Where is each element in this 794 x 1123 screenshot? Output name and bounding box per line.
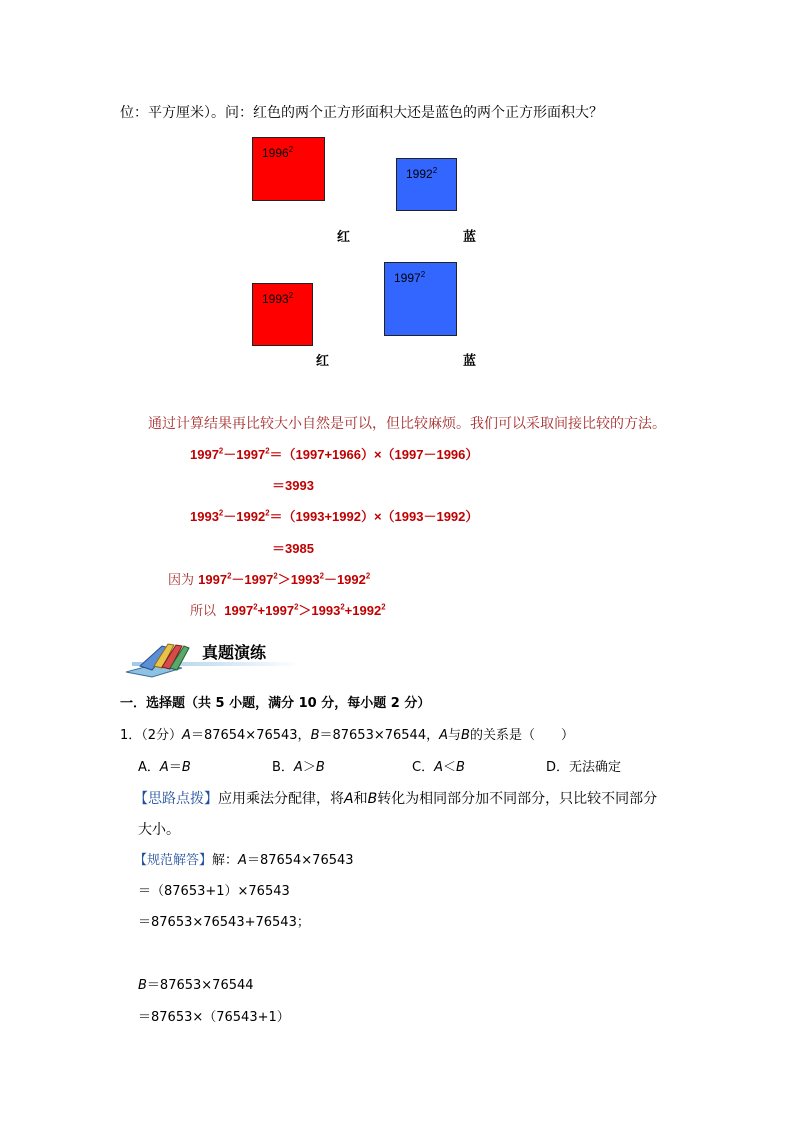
- therefore-line: 所以 $1997^2+1997^2>1993^2+1992^2$: [190, 602, 386, 619]
- square-label-1992: 1992: [406, 167, 433, 181]
- square-label-1993: 1993: [262, 292, 289, 306]
- answer-line-1: 【规范解答】解：A＝87654×76543: [134, 853, 354, 868]
- red-label-1: 红: [337, 230, 351, 245]
- blue-square-1992: 1992$^2$: [396, 158, 457, 211]
- blue-square-1997: 1997$^2$: [384, 262, 457, 336]
- option-a[interactable]: A．A＝B: [138, 760, 191, 775]
- section-heading-title: 真题演练: [202, 643, 267, 662]
- answer-line-5: ＝87653×（76543+1）: [138, 1010, 290, 1025]
- answer-line-2: ＝（87653+1）×76543: [138, 884, 290, 899]
- solution-line-1: $1997^2-1997^2=(1997+1966)\times(1997-1996)$: [190, 446, 479, 462]
- solution-line-4: ＝3985: [272, 541, 314, 556]
- because-line: 因为 $1997^2-1997^2>1993^2-1992^2$: [168, 571, 371, 588]
- answer-line-3: ＝87653×76543+76543；: [138, 915, 310, 930]
- blue-label-2: 蓝: [463, 354, 477, 369]
- hint-tag: 【思路点拨】: [134, 791, 218, 807]
- option-d[interactable]: D．无法确定: [546, 760, 622, 775]
- question-intro-line: 位：平方厘米）。问：红色的两个正方形面积大还是蓝色的两个正方形面积大？: [120, 105, 603, 121]
- answer-tag: 【规范解答】: [134, 853, 213, 868]
- option-b[interactable]: B．A＞B: [272, 760, 325, 775]
- red-square-1993: 1993$^2$: [252, 283, 313, 346]
- blue-label-1: 蓝: [463, 230, 477, 245]
- square-label-1996: 1996: [262, 146, 289, 160]
- question-1: 1．（2分）A＝87654×76543，B＝87653×76544，A与B的关系是（ ）: [120, 728, 574, 743]
- solution-line-3: $1993^2-1992^2=(1993+1992)\times(1993-1992)$: [190, 508, 479, 524]
- square-label-1997: 1997: [394, 271, 421, 285]
- solution-line-2: ＝3993: [272, 478, 314, 493]
- answer-line-4: B＝87653×76544: [138, 978, 254, 993]
- hint-line-2: 大小。: [138, 822, 180, 838]
- hint-line-1: 【思路点拨】应用乘法分配律，将A和B转化为相同部分加不同部分，只比较不同部分: [134, 791, 658, 807]
- red-label-2: 红: [316, 354, 330, 369]
- section-heading-banner: [122, 640, 302, 676]
- solution-intro: 通过计算结果再比较大小自然是可以，但比较麻烦。我们可以采取间接比较的方法。: [148, 416, 666, 432]
- option-c[interactable]: C．A＜B: [412, 760, 465, 775]
- part-one-title: 一．选择题（共 5 小题，满分 10 分，每小题 2 分）: [120, 696, 431, 711]
- red-square-1996: 1996$^2$: [252, 137, 325, 201]
